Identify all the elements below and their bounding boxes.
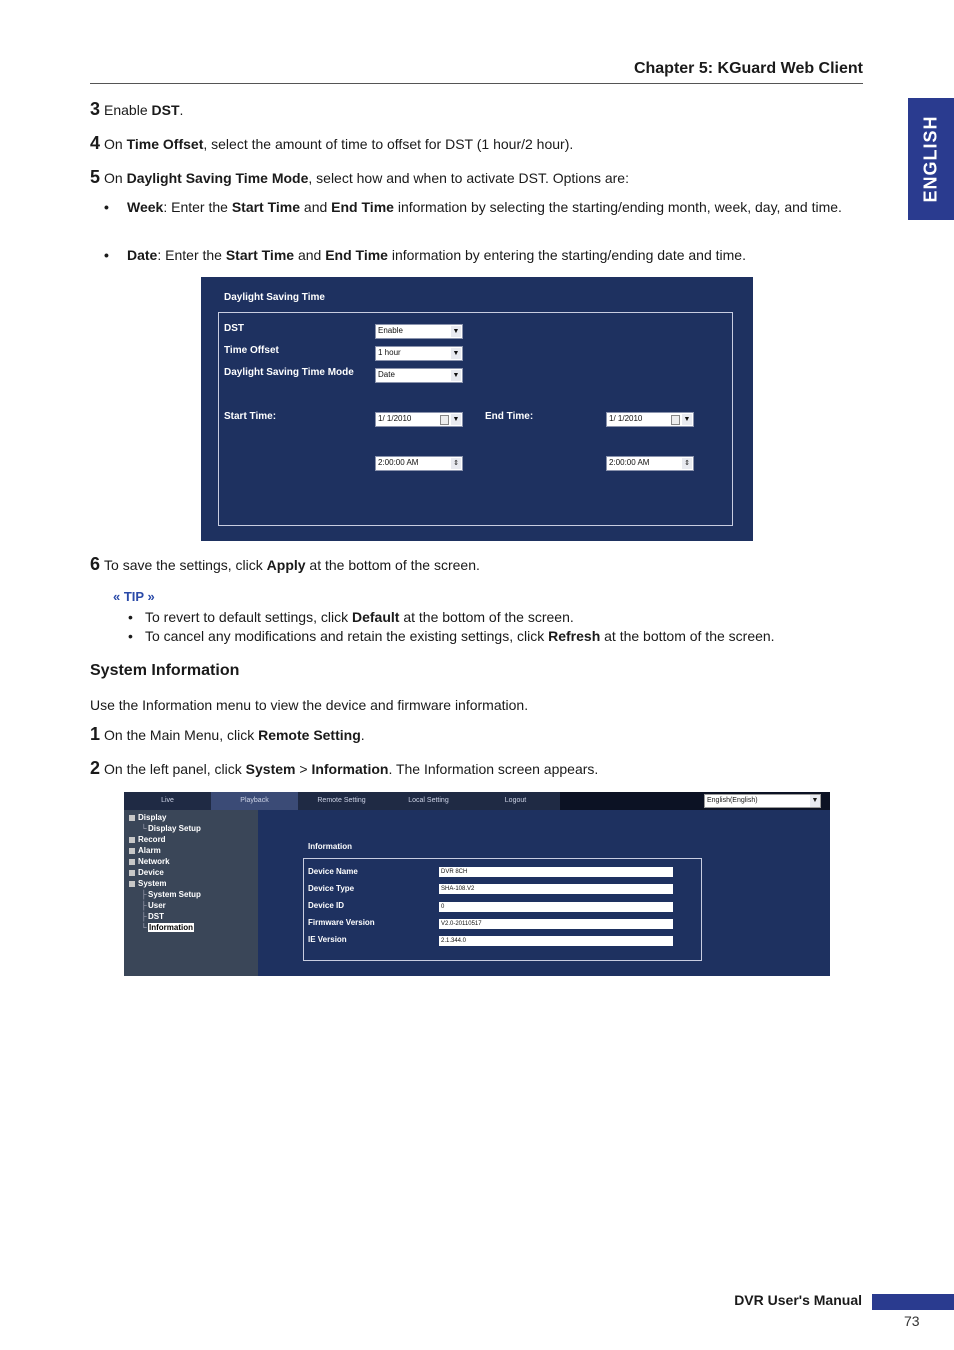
firmware-version-field: V2.0-20110517 [439,919,673,929]
dst-label: DST [224,323,244,334]
tree-item-network[interactable]: Network [129,857,170,866]
tip-item-default: • To revert to default settings, click Default at the bottom of the screen. [128,609,574,625]
tree-item-device[interactable]: Device [129,868,164,877]
step-number: 5 [90,167,101,187]
tip-item-refresh: • To cancel any modifications and retain the existing settings, click Refresh at the bottom of the screen. [128,628,775,644]
tree-item-system-setup[interactable]: ├System Setup [141,890,201,899]
dst-panel-title: Daylight Saving Time [224,292,325,303]
step-number: 3 [90,99,101,119]
manual-title: DVR User's Manual [734,1292,862,1308]
bullet-week: • Week: Enter the Start Time and End Time information by selecting the starting/ending month, week, day, and time. [104,199,842,215]
step-number: 1 [90,724,101,744]
tree-item-alarm[interactable]: Alarm [129,846,161,855]
language-select[interactable]: English(English) ▼ [704,794,821,808]
ie-version-field: 2.1.344.0 [439,936,673,946]
start-time-spinner[interactable]: 2:00:00 AM ⇕ [375,456,463,471]
expand-icon[interactable] [129,848,135,854]
tree-item-record[interactable]: Record [129,835,166,844]
chapter-title: Chapter 5: KGuard Web Client [633,60,863,77]
tab-local-setting[interactable]: Local Setting [408,797,449,804]
expand-icon[interactable] [129,837,135,843]
section-intro: Use the Information menu to view the device and firmware information. [90,697,529,713]
start-date-picker[interactable]: 1/ 1/2010 ▼ [375,412,463,427]
start-time-label: Start Time: [224,411,277,422]
bullet-dot: • [128,628,133,644]
chevron-down-icon[interactable]: ▼ [810,795,820,807]
firmware-version-label: Firmware Version [308,918,375,927]
step-number: 2 [90,758,101,778]
device-type-field: SHA-108.V2 [439,884,673,894]
chevron-down-icon[interactable]: ▼ [452,372,460,379]
tree-item-system[interactable]: System [129,879,166,888]
step-number: 6 [90,554,101,574]
tree-line-icon: ├ [141,901,147,910]
step-5: 5 On Daylight Saving Time Mode, select how and when to activate DST. Options are: [90,167,629,187]
dst-select[interactable]: Enable ▼ [375,324,463,339]
tip-label: « TIP » [113,589,155,604]
main-menu-bar [124,792,560,810]
expand-icon[interactable] [129,870,135,876]
tree-line-icon: └ [141,923,147,932]
tree-item-display-setup[interactable]: └Display Setup [141,824,201,833]
tree-line-icon: ├ [141,890,147,899]
page-number: 73 [904,1313,920,1329]
information-screenshot [124,792,830,976]
bullet-dot: • [128,609,133,625]
tree-line-icon: └ [141,824,147,833]
collapse-icon[interactable] [129,815,135,821]
end-date-picker[interactable]: 1/ 1/2010 ▼ [606,412,694,427]
device-id-field: 0 [439,902,673,912]
step-4: 4 On Time Offset, select the amount of time to offset for DST (1 hour/2 hour). [90,133,574,153]
tab-remote-setting[interactable]: Remote Setting [317,797,366,804]
tab-playback[interactable]: Playback [211,792,298,810]
calendar-icon[interactable] [671,415,680,425]
step-6: 6 To save the settings, click Apply at the bottom of the screen. [90,554,480,574]
dst-mode-select[interactable]: Date ▼ [375,368,463,383]
device-name-label: Device Name [308,867,358,876]
tab-live[interactable]: Live [161,797,174,804]
time-offset-select[interactable]: 1 hour ▼ [375,346,463,361]
tree-item-display[interactable]: Display [129,813,166,822]
device-type-label: Device Type [308,884,355,893]
footer-bar [872,1294,954,1310]
section-title: System Information [90,662,240,679]
spinner-icon[interactable]: ⇕ [682,458,692,469]
bullet-dot: • [104,199,109,215]
step-3: 3 Enable DST. [90,99,184,119]
step-number: 4 [90,133,101,153]
header-rule [90,83,863,84]
end-time-spinner[interactable]: 2:00:00 AM ⇕ [606,456,694,471]
ie-version-label: IE Version [308,935,347,944]
chevron-down-icon[interactable]: ▼ [452,328,460,335]
calendar-icon[interactable] [440,415,449,425]
language-tab-label: ENGLISH [920,115,941,203]
chevron-down-icon[interactable]: ▼ [452,350,460,357]
info-step-1: 1 On the Main Menu, click Remote Setting. [90,724,365,744]
device-id-label: Device ID [308,901,345,910]
language-tab [908,98,954,220]
tab-logout[interactable]: Logout [504,797,527,804]
dst-mode-label: Daylight Saving Time Mode [224,367,354,378]
spinner-icon[interactable]: ⇕ [451,458,461,469]
end-time-label: End Time: [485,411,534,422]
chevron-down-icon[interactable]: ▼ [683,416,691,423]
device-name-field: DVR 8CH [439,867,673,877]
collapse-icon[interactable] [129,881,135,887]
time-offset-label: Time Offset [224,345,279,356]
bullet-dot: • [104,247,109,263]
bullet-date: • Date: Enter the Start Time and End Time information by entering the starting/ending date and time. [104,247,746,263]
info-step-2: 2 On the left panel, click System > Information. The Information screen appears. [90,758,599,778]
chevron-down-icon[interactable]: ▼ [452,416,460,423]
information-title: Information [308,842,352,851]
tree-item-information[interactable]: └ Information [141,923,193,932]
tree-item-dst[interactable]: ├DST [141,912,164,921]
tree-item-user[interactable]: ├User [141,901,166,910]
tree-line-icon: ├ [141,912,147,921]
dst-screenshot [201,277,753,541]
expand-icon[interactable] [129,859,135,865]
